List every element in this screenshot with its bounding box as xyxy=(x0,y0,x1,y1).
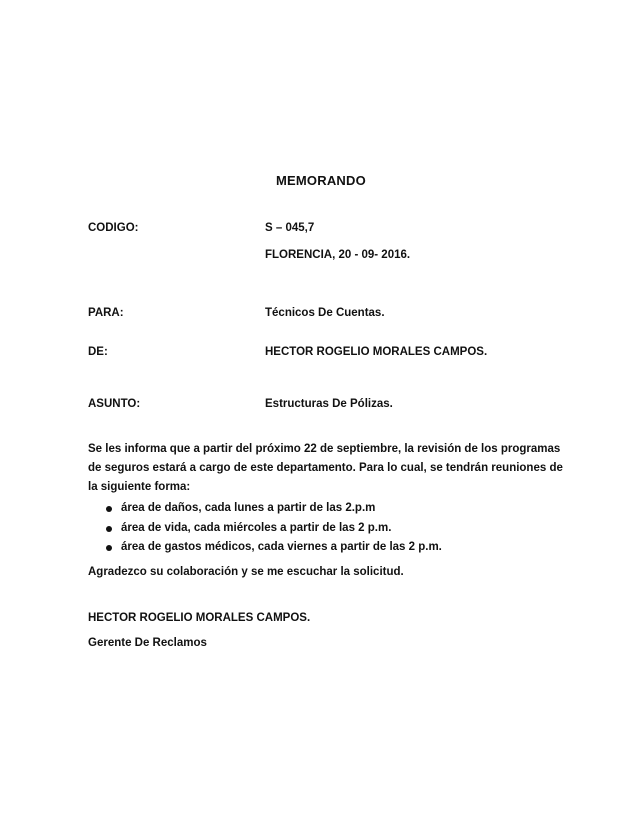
bullet-icon xyxy=(106,506,112,512)
list-item-text: área de vida, cada miércoles a partir de las 2 p.m. xyxy=(121,521,392,534)
de-label: DE: xyxy=(88,346,108,358)
codigo-value: S – 045,7 xyxy=(265,222,315,234)
de-value: HECTOR ROGELIO MORALES CAMPOS. xyxy=(265,346,488,358)
bullet-icon xyxy=(106,545,112,551)
list-item-text: área de daños, cada lunes a partir de las 2.p.m xyxy=(121,502,376,514)
list-item xyxy=(106,499,442,519)
para-value: Técnicos De Cuentas. xyxy=(265,307,385,319)
codigo-label: CODIGO: xyxy=(88,222,139,234)
asunto-label: ASUNTO: xyxy=(88,398,141,410)
para-label: PARA: xyxy=(88,307,124,319)
date-value: FLORENCIA, 20 - 09- 2016. xyxy=(265,249,411,261)
signature-name: HECTOR ROGELIO MORALES CAMPOS. xyxy=(88,612,311,624)
signature-role: Gerente De Reclamos xyxy=(88,637,207,649)
memo-body: Se les informa que a partir del próximo 22 de septiembre, la revisión de los programas de seguros estará a cargo de este departamento. Para lo cual, se tendrán reuniones de la siguiente forma: xyxy=(88,443,563,493)
memo-title: MEMORANDO xyxy=(276,173,366,188)
bullet-icon xyxy=(106,526,112,532)
asunto-value: Estructuras De Pólizas. xyxy=(265,398,393,410)
schedule-list xyxy=(106,499,442,558)
list-item xyxy=(106,538,442,558)
closing-line: Agradezco su colaboración y se me escuchar la solicitud. xyxy=(88,566,404,578)
list-item xyxy=(106,519,442,539)
list-item-text: área de gastos médicos, cada viernes a partir de las 2 p.m. xyxy=(121,541,442,553)
